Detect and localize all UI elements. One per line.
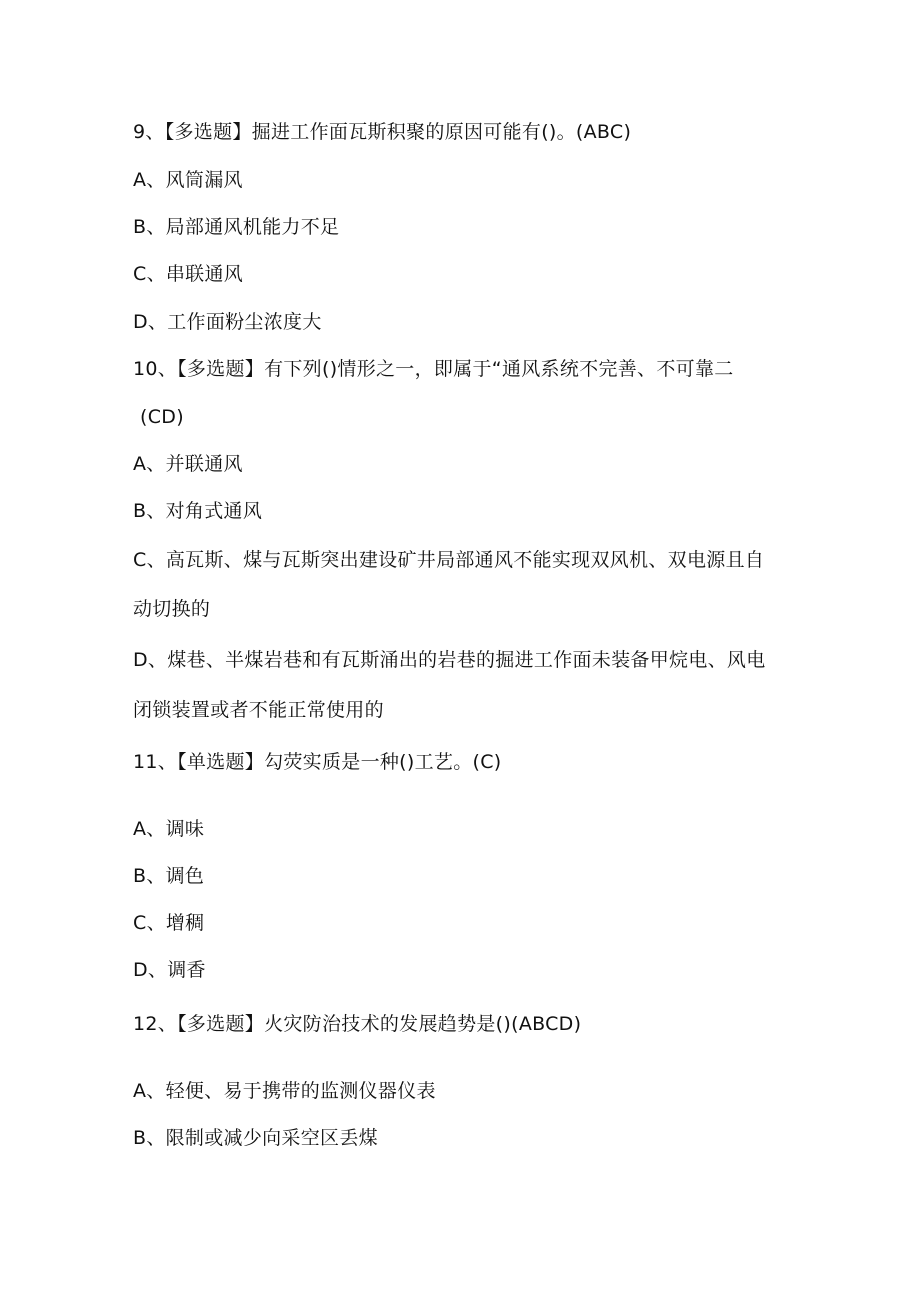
question-9-option-d: D、工作面粉尘浓度大	[133, 311, 322, 333]
question-9-option-a: A、风筒漏风	[133, 169, 243, 191]
question-11-option-b: B、调色	[133, 865, 205, 887]
question-10-option-c-cont: 动切换的	[133, 598, 211, 620]
question-12-option-a: A、轻便、易于携带的监测仪器仪表	[133, 1080, 436, 1102]
question-12-stem: 12、【多选题】火灾防治技术的发展趋势是()(ABCD)	[133, 1013, 582, 1035]
question-11-option-d: D、调香	[133, 959, 206, 981]
question-12-option-b: B、限制或减少向采空区丢煤	[133, 1127, 378, 1149]
question-11-stem: 11、【单选题】勾荧实质是一种()工艺。(C)	[133, 751, 502, 773]
question-10-answer: (CD)	[140, 406, 184, 428]
question-10-option-d: D、煤巷、半煤岩巷和有瓦斯涌出的岩巷的掘进工作面未装备甲烷电、风电	[133, 649, 766, 671]
question-10-option-b: B、对角式通风	[133, 500, 263, 522]
question-10-option-c: C、高瓦斯、煤与瓦斯突出建设矿井局部通风不能实现双风机、双电源且自	[133, 549, 765, 571]
question-10-option-a: A、并联通风	[133, 453, 243, 475]
question-11-option-a: A、调味	[133, 818, 205, 840]
question-9-option-c: C、串联通风	[133, 263, 244, 285]
question-10-option-d-cont: 闭锁装置或者不能正常使用的	[133, 699, 384, 721]
question-10-stem: 10、【多选题】有下列()情形之一，即属于“通风系统不完善、不可靠二	[133, 358, 734, 380]
question-9-option-b: B、局部通风机能力不足	[133, 216, 340, 238]
question-9-stem: 9、【多选题】掘进工作面瓦斯积聚的原因可能有()。(ABC)	[133, 121, 632, 143]
question-11-option-c: C、增稠	[133, 912, 205, 934]
